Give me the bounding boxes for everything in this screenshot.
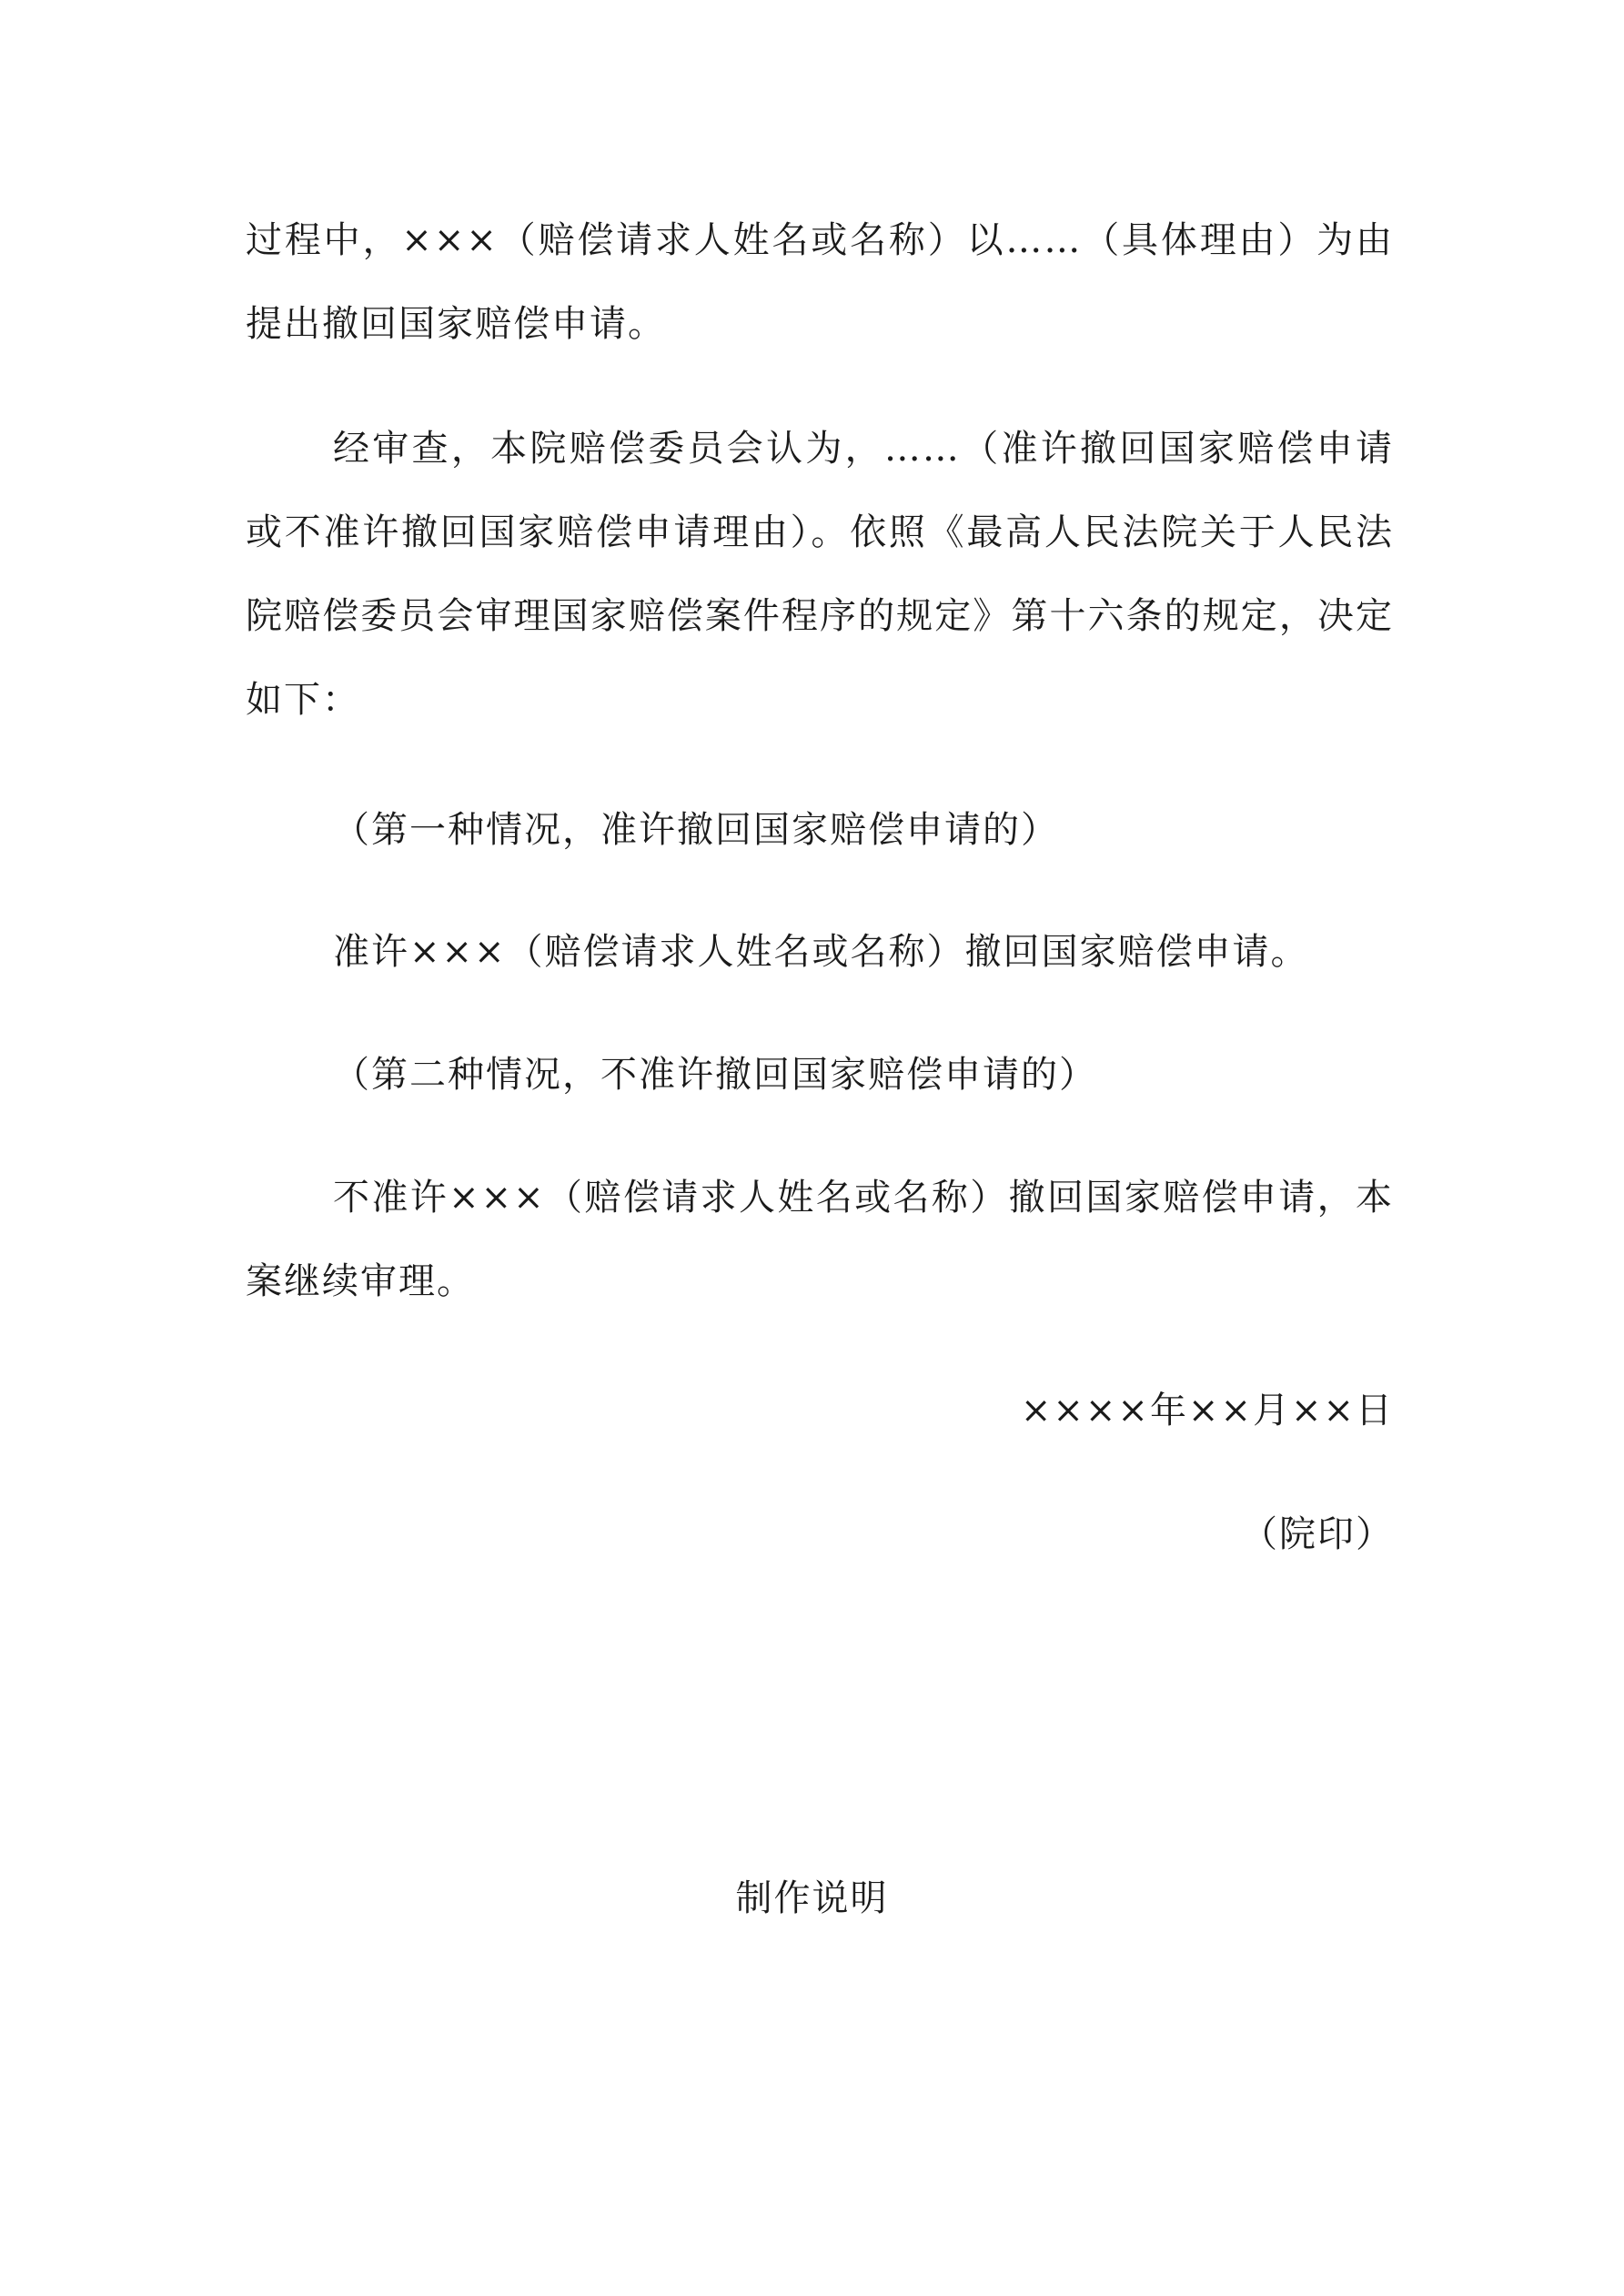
paragraph-case-one-decision: 准许×××（赔偿请求人姓名或名称）撤回国家赔偿申请。 <box>333 931 1309 973</box>
paragraph-case-two-decision: 不准许×××（赔偿请求人姓名或名称）撤回国家赔偿申请，本案继续审理。 <box>246 1177 1394 1302</box>
instructions-heading: 制作说明 <box>735 1877 889 1919</box>
decision-date: ××××年××月××日 <box>1020 1390 1394 1431</box>
paragraph-withdrawal-request: 过程中，×××（赔偿请求人姓名或名称）以……（具体理由）为由提出撤回国家赔偿申请。 <box>246 219 1394 345</box>
paragraph-review-basis: 经审查，本院赔偿委员会认为，……（准许撤回国家赔偿申请或不准许撤回国家赔偿申请理由）。依照《最高人民法院关于人民法院赔偿委员会审理国家赔偿案件程序的规定》第十六条的规定，决定如下： <box>246 428 1394 721</box>
paragraph-case-one-note: （第一种情况，准许撤回国家赔偿申请的） <box>333 809 1059 851</box>
paragraph-case-two-note: （第二种情况，不准许撤回国家赔偿申请的） <box>333 1054 1097 1096</box>
court-seal-placeholder: （院印） <box>1241 1513 1394 1555</box>
